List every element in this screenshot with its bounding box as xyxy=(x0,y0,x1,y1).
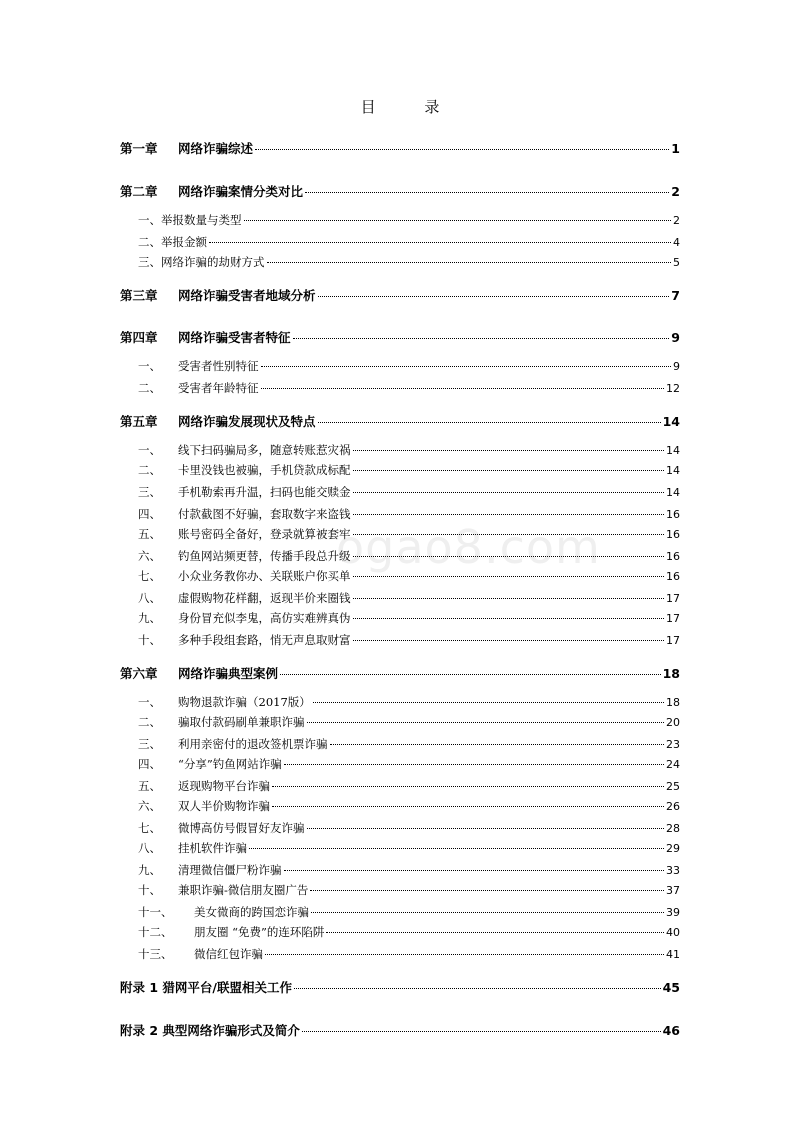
toc-entry-label xyxy=(120,664,278,682)
toc-entry-label xyxy=(138,484,351,500)
dot-leader xyxy=(353,598,665,599)
section-number: 一、 xyxy=(138,359,161,373)
toc-chapter-row[interactable] xyxy=(120,412,680,430)
page-number: 25 xyxy=(666,780,680,793)
toc-section-row[interactable] xyxy=(138,946,680,962)
toc-chapter-row[interactable] xyxy=(120,286,680,304)
page-number: 16 xyxy=(666,528,680,541)
toc-section-row[interactable] xyxy=(138,254,680,270)
chapter-title: 网络诈骗受害者特征 xyxy=(178,330,291,345)
toc-section-row[interactable] xyxy=(138,862,680,878)
chapter-number: 第一章 xyxy=(120,141,158,156)
page-number: 41 xyxy=(666,948,680,961)
page-number: 23 xyxy=(666,738,680,751)
section-title: “分享”钓鱼网站诈骗 xyxy=(178,757,282,771)
toc-entry-label xyxy=(120,328,291,346)
section-number: 十、 xyxy=(138,883,161,897)
dot-leader xyxy=(353,450,665,451)
toc-chapter-row[interactable] xyxy=(120,664,680,682)
section-number: 七、 xyxy=(138,821,161,835)
dot-leader xyxy=(353,556,665,557)
section-number: 一、 xyxy=(138,695,161,709)
chapter-title: 网络诈骗综述 xyxy=(178,141,254,156)
section-title: 身份冒充似李鬼，高仿实难辨真伪 xyxy=(178,611,351,625)
page-number: 24 xyxy=(666,758,680,771)
toc-entry-label xyxy=(138,736,328,752)
chapter-title: 附录 2 典型网络诈骗形式及简介 xyxy=(120,1023,300,1038)
toc-section-row[interactable] xyxy=(138,798,680,814)
toc-section-row[interactable] xyxy=(138,820,680,836)
toc-section-row[interactable] xyxy=(138,904,680,920)
section-number: 二、 xyxy=(138,463,161,477)
page-number: 5 xyxy=(673,256,680,269)
dot-leader xyxy=(310,890,664,891)
section-number: 八、 xyxy=(138,841,161,855)
chapter-number: 第六章 xyxy=(120,666,158,681)
page-number: 9 xyxy=(671,330,680,345)
dot-leader xyxy=(293,338,670,339)
section-title: 清理微信僵尸粉诈骗 xyxy=(178,863,282,877)
toc-entry-label xyxy=(120,1021,300,1039)
toc-section-row[interactable] xyxy=(138,632,680,648)
toc-chapter-row[interactable] xyxy=(120,182,680,200)
toc-entry-label xyxy=(138,358,259,374)
toc-chapter-row[interactable] xyxy=(120,328,680,346)
dot-leader xyxy=(353,534,665,535)
toc-entry-label xyxy=(138,798,270,814)
toc-section-row[interactable] xyxy=(138,234,680,250)
page-number: 14 xyxy=(666,486,680,499)
dot-leader xyxy=(280,674,661,675)
toc-entry-label xyxy=(138,548,351,564)
toc-entry-label xyxy=(138,442,351,458)
section-title: 钓鱼网站频更替，传播手段总升级 xyxy=(178,549,351,563)
dot-leader xyxy=(294,988,661,989)
page-number: 7 xyxy=(671,288,680,303)
section-number: 八、 xyxy=(138,591,161,605)
page-number: 46 xyxy=(662,1023,680,1038)
toc-section-row[interactable] xyxy=(138,506,680,522)
dot-leader xyxy=(272,786,664,787)
toc-section-row[interactable] xyxy=(138,484,680,500)
dot-leader xyxy=(353,576,665,577)
section-title: 账号密码全备好，登录就算被套牢 xyxy=(178,527,351,541)
dot-leader xyxy=(353,470,665,471)
toc-title: 目 录 xyxy=(360,98,462,116)
toc-section-row[interactable] xyxy=(138,442,680,458)
dot-leader xyxy=(209,242,671,243)
page-number: 18 xyxy=(662,666,680,681)
page-number: 17 xyxy=(666,634,680,647)
dot-leader xyxy=(318,422,661,423)
toc-section-row[interactable] xyxy=(138,380,680,396)
dot-leader xyxy=(261,366,672,367)
section-title: 购物退款诈骗（2017版） xyxy=(178,695,311,709)
page-number: 39 xyxy=(666,906,680,919)
section-title: 小众业务教你办、关联账户你买单 xyxy=(178,569,351,583)
toc-entry-label xyxy=(138,462,351,478)
section-title: 三、网络诈骗的劫财方式 xyxy=(138,255,265,269)
toc-section-row[interactable] xyxy=(138,548,680,564)
section-title: 手机勒索再升温，扫码也能交赎金 xyxy=(178,485,351,499)
section-number: 二、 xyxy=(138,381,161,395)
dot-leader xyxy=(307,722,665,723)
dot-leader xyxy=(313,702,664,703)
section-number: 十三、 xyxy=(138,947,173,961)
section-number: 七、 xyxy=(138,569,161,583)
toc-section-row[interactable] xyxy=(138,568,680,584)
dot-leader xyxy=(272,806,664,807)
page-number: 14 xyxy=(662,414,680,429)
toc-section-row[interactable] xyxy=(138,736,680,752)
page-number: 9 xyxy=(673,360,680,373)
toc-entry-label xyxy=(138,380,259,396)
chapter-title: 网络诈骗发展现状及特点 xyxy=(178,414,316,429)
chapter-title: 网络诈骗受害者地域分析 xyxy=(178,288,316,303)
section-title: 微信红包诈骗 xyxy=(194,947,263,961)
section-title: 二、举报金额 xyxy=(138,235,207,249)
toc-entry-label xyxy=(120,182,303,200)
toc-entry-label xyxy=(120,286,316,304)
toc-entry-label xyxy=(138,904,309,920)
dot-leader xyxy=(244,220,672,221)
toc-entry-label xyxy=(138,756,282,772)
watermark: ogao8.com xyxy=(336,520,601,574)
page-number: 40 xyxy=(666,926,680,939)
dot-leader xyxy=(261,388,665,389)
section-title: 骗取付款码刷单兼职诈骗 xyxy=(178,715,305,729)
section-title: 一、举报数量与类型 xyxy=(138,213,242,227)
toc-entry-label xyxy=(138,778,270,794)
toc-chapter-row[interactable] xyxy=(120,139,680,157)
toc-entry-label xyxy=(138,946,263,962)
dot-leader xyxy=(255,149,669,150)
chapter-title: 网络诈骗案情分类对比 xyxy=(178,184,304,199)
page-number: 16 xyxy=(666,570,680,583)
toc-section-row[interactable] xyxy=(138,694,680,710)
section-title: 利用亲密付的退改签机票诈骗 xyxy=(178,737,328,751)
toc-entry-label xyxy=(120,412,316,430)
chapter-title: 附录 1 猎网平台/联盟相关工作 xyxy=(120,980,292,995)
chapter-number: 第三章 xyxy=(120,288,158,303)
section-number: 三、 xyxy=(138,485,161,499)
section-title: 双人半价购物诈骗 xyxy=(178,799,270,813)
page-number: 33 xyxy=(666,864,680,877)
dot-leader xyxy=(284,870,665,871)
dot-leader xyxy=(307,828,665,829)
section-title: 挂机软件诈骗 xyxy=(178,841,247,855)
page-number: 12 xyxy=(666,382,680,395)
dot-leader xyxy=(353,640,665,641)
toc-section-row[interactable] xyxy=(138,462,680,478)
toc-section-row[interactable] xyxy=(138,610,680,626)
section-title: 线下扫码骗局多，随意转账惹灾祸 xyxy=(178,443,351,457)
toc-section-row[interactable] xyxy=(138,924,680,940)
page-number: 29 xyxy=(666,842,680,855)
page-number: 16 xyxy=(666,550,680,563)
section-number: 四、 xyxy=(138,757,161,771)
section-number: 三、 xyxy=(138,737,161,751)
page-number: 2 xyxy=(671,184,680,199)
toc-entry-label xyxy=(138,568,351,584)
dot-leader xyxy=(305,192,669,193)
toc-entry-label xyxy=(138,254,265,270)
chapter-number: 第五章 xyxy=(120,414,158,429)
dot-leader xyxy=(353,514,665,515)
page-number: 14 xyxy=(666,444,680,457)
toc-section-row[interactable] xyxy=(138,212,680,228)
page-number: 20 xyxy=(666,716,680,729)
section-title: 微博高仿号假冒好友诈骗 xyxy=(178,821,305,835)
dot-leader xyxy=(326,932,664,933)
toc-section-row[interactable] xyxy=(138,756,680,772)
dot-leader xyxy=(353,492,665,493)
section-number: 十一、 xyxy=(138,905,173,919)
toc-section-row[interactable] xyxy=(138,526,680,542)
section-title: 受害者性别特征 xyxy=(178,359,259,373)
page-number: 45 xyxy=(662,980,680,995)
section-number: 九、 xyxy=(138,863,161,877)
toc-section-row[interactable] xyxy=(138,358,680,374)
toc-entry-label xyxy=(138,234,207,250)
toc-section-row[interactable] xyxy=(138,714,680,730)
section-number: 五、 xyxy=(138,779,161,793)
section-title: 朋友圈 “免费”的连环陷阱 xyxy=(194,925,325,939)
page-number: 14 xyxy=(666,464,680,477)
toc-chapter-row[interactable] xyxy=(120,1021,680,1039)
toc-entry-label xyxy=(138,632,351,648)
section-number: 六、 xyxy=(138,549,161,563)
page-number: 26 xyxy=(666,800,680,813)
section-title: 兼职诈骗-微信朋友圈广告 xyxy=(178,883,309,897)
toc-section-row[interactable] xyxy=(138,840,680,856)
page-number: 17 xyxy=(666,612,680,625)
toc-entry-label xyxy=(138,840,247,856)
dot-leader xyxy=(330,744,665,745)
section-number: 五、 xyxy=(138,527,161,541)
section-number: 十二、 xyxy=(138,925,173,939)
toc-entry-label xyxy=(138,212,242,228)
page-number: 4 xyxy=(673,236,680,249)
toc-entry-label xyxy=(138,526,351,542)
section-title: 付款截图不好骗，套取数字来盗钱 xyxy=(178,507,351,521)
section-title: 美女微商的跨国恋诈骗 xyxy=(194,905,309,919)
page-number: 2 xyxy=(673,214,680,227)
toc-section-row[interactable] xyxy=(138,882,680,898)
toc-entry-label xyxy=(138,924,324,940)
section-number: 二、 xyxy=(138,715,161,729)
chapter-number: 第二章 xyxy=(120,184,158,199)
section-title: 受害者年龄特征 xyxy=(178,381,259,395)
toc-chapter-row[interactable] xyxy=(120,978,680,996)
page-number: 28 xyxy=(666,822,680,835)
section-number: 九、 xyxy=(138,611,161,625)
toc-entry-label xyxy=(138,862,282,878)
page-number: 1 xyxy=(671,141,680,156)
section-title: 返现购物平台诈骗 xyxy=(178,779,270,793)
toc-entry-label xyxy=(120,139,253,157)
toc-entry-label xyxy=(138,590,351,606)
toc-section-row[interactable] xyxy=(138,590,680,606)
page-number: 37 xyxy=(666,884,680,897)
section-number: 四、 xyxy=(138,507,161,521)
chapter-title: 网络诈骗典型案例 xyxy=(178,666,279,681)
chapter-number: 第四章 xyxy=(120,330,158,345)
toc-entry-label xyxy=(138,610,351,626)
section-number: 一、 xyxy=(138,443,161,457)
page-number: 16 xyxy=(666,508,680,521)
toc-entry-label xyxy=(138,506,351,522)
dot-leader xyxy=(284,764,664,765)
section-title: 虚假购物花样翻，返现半价来圈钱 xyxy=(178,591,351,605)
dot-leader xyxy=(353,618,665,619)
section-number: 十、 xyxy=(138,633,161,647)
toc-entry-label xyxy=(138,694,311,710)
dot-leader xyxy=(265,954,664,955)
section-title: 多种手段组套路，悄无声息取财富 xyxy=(178,633,351,647)
section-number: 六、 xyxy=(138,799,161,813)
toc-entry-label xyxy=(138,882,308,898)
page-number: 17 xyxy=(666,592,680,605)
dot-leader xyxy=(318,296,670,297)
page-number: 18 xyxy=(666,696,680,709)
toc-entry-label xyxy=(120,978,292,996)
section-title: 卡里没钱也被骗，手机贷款成标配 xyxy=(178,463,351,477)
dot-leader xyxy=(249,848,664,849)
toc-entry-label xyxy=(138,820,305,836)
dot-leader xyxy=(267,262,672,263)
toc-entry-label xyxy=(138,714,305,730)
dot-leader xyxy=(302,1031,661,1032)
toc-section-row[interactable] xyxy=(138,778,680,794)
dot-leader xyxy=(311,912,664,913)
